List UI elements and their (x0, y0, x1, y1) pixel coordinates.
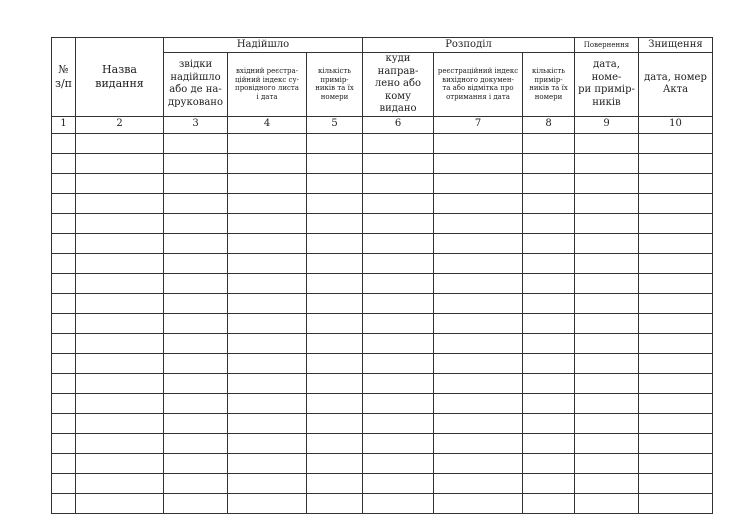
table-cell (639, 473, 713, 493)
table-cell (164, 193, 228, 213)
table-cell (523, 213, 575, 233)
table-cell (363, 413, 434, 433)
table-cell (52, 233, 76, 253)
table-cell (434, 433, 523, 453)
table-cell (434, 133, 523, 153)
table-cell (434, 233, 523, 253)
table-cell (575, 153, 639, 173)
table-cell (164, 313, 228, 333)
table-cell (434, 193, 523, 213)
table-cell (307, 233, 363, 253)
table-cell (307, 393, 363, 413)
header-destruction: Знищення (639, 38, 713, 53)
table-cell (639, 213, 713, 233)
table-cell (164, 453, 228, 473)
table-cell (307, 253, 363, 273)
table-cell (52, 193, 76, 213)
table-cell (639, 273, 713, 293)
table-cell (639, 453, 713, 473)
table-cell (523, 413, 575, 433)
table-cell (52, 493, 76, 513)
table-cell (575, 353, 639, 373)
column-number: 2 (76, 116, 164, 133)
column-number: 1 (52, 116, 76, 133)
table-cell (523, 313, 575, 333)
table-cell (434, 153, 523, 173)
table-cell (52, 453, 76, 473)
table-cell (164, 293, 228, 313)
table-cell (363, 193, 434, 213)
table-cell (434, 353, 523, 373)
table-cell (575, 493, 639, 513)
table-cell (307, 433, 363, 453)
column-number: 5 (307, 116, 363, 133)
header-return: Повернення (575, 38, 639, 53)
table-cell (523, 233, 575, 253)
table-cell (52, 433, 76, 453)
table-cell (363, 473, 434, 493)
table-cell (228, 493, 307, 513)
table-cell (575, 173, 639, 193)
table-cell (228, 133, 307, 153)
table-cell (434, 373, 523, 393)
table-cell (575, 393, 639, 413)
table-row (52, 413, 713, 433)
table-cell (76, 413, 164, 433)
table-cell (523, 433, 575, 453)
table-row (52, 373, 713, 393)
table-cell (639, 333, 713, 353)
table-row (52, 493, 713, 513)
table-cell (52, 393, 76, 413)
table-row (52, 133, 713, 153)
table-cell (164, 173, 228, 193)
table-cell (76, 153, 164, 173)
table-cell (76, 473, 164, 493)
table-cell (307, 193, 363, 213)
table-cell (363, 233, 434, 253)
table-cell (228, 293, 307, 313)
table-cell (307, 413, 363, 433)
table-cell (523, 193, 575, 213)
table-cell (52, 473, 76, 493)
table-cell (434, 293, 523, 313)
column-number: 7 (434, 116, 523, 133)
table-cell (164, 133, 228, 153)
column-number: 6 (363, 116, 434, 133)
table-cell (307, 473, 363, 493)
table-cell (76, 333, 164, 353)
table-cell (164, 333, 228, 353)
table-cell (164, 253, 228, 273)
table-cell (52, 333, 76, 353)
table-cell (307, 453, 363, 473)
table-cell (434, 333, 523, 353)
table-cell (363, 353, 434, 373)
subheader-outgoing-index: реєстраційний індекс вихідного докумен- та або відмітка про отримання і дата (434, 53, 523, 117)
subheader-copies-received: кількість примір- ників та їх номери (307, 53, 363, 117)
table-cell (52, 413, 76, 433)
table-cell (575, 413, 639, 433)
table-cell (434, 493, 523, 513)
column-number: 10 (639, 116, 713, 133)
table-cell (52, 273, 76, 293)
table-cell (434, 173, 523, 193)
table-cell (307, 153, 363, 173)
table-cell (307, 493, 363, 513)
table-cell (76, 133, 164, 153)
table-cell (164, 233, 228, 253)
table-cell (52, 353, 76, 373)
table-cell (363, 373, 434, 393)
table-row (52, 333, 713, 353)
table-cell (575, 473, 639, 493)
table-cell (363, 393, 434, 413)
table-cell (639, 173, 713, 193)
table-cell (434, 453, 523, 473)
table-cell (164, 353, 228, 373)
subheader-return-info: дата, номе- ри примір- ників (575, 53, 639, 117)
table-cell (523, 153, 575, 173)
table-cell (523, 133, 575, 153)
table-cell (434, 253, 523, 273)
table-cell (164, 273, 228, 293)
table-cell (228, 153, 307, 173)
table-cell (52, 253, 76, 273)
table-cell (434, 413, 523, 433)
table-cell (164, 413, 228, 433)
table-cell (76, 373, 164, 393)
table-cell (76, 493, 164, 513)
table-cell (76, 173, 164, 193)
table-cell (228, 193, 307, 213)
table-cell (228, 313, 307, 333)
table-cell (639, 313, 713, 333)
table-cell (307, 293, 363, 313)
table-cell (639, 373, 713, 393)
table-cell (639, 293, 713, 313)
table-cell (164, 393, 228, 413)
header-number: № з/п (52, 38, 76, 117)
table-cell (228, 213, 307, 233)
table-cell (228, 393, 307, 413)
table-cell (639, 253, 713, 273)
table-cell (639, 433, 713, 453)
table-cell (228, 433, 307, 453)
table-cell (575, 313, 639, 333)
table-cell (575, 213, 639, 233)
table-cell (76, 313, 164, 333)
table-row (52, 393, 713, 413)
table-cell (363, 333, 434, 353)
table-cell (76, 433, 164, 453)
table-cell (76, 253, 164, 273)
table-cell (307, 213, 363, 233)
table-cell (434, 473, 523, 493)
table-cell (228, 373, 307, 393)
table-row (52, 293, 713, 313)
table-cell (307, 313, 363, 333)
table-cell (76, 453, 164, 473)
table-cell (639, 133, 713, 153)
table-cell (164, 493, 228, 513)
table-cell (523, 453, 575, 473)
table-cell (164, 153, 228, 173)
column-number: 3 (164, 116, 228, 133)
table-cell (523, 473, 575, 493)
table-cell (639, 413, 713, 433)
table-cell (523, 293, 575, 313)
table-cell (363, 293, 434, 313)
table-cell (575, 433, 639, 453)
header-publication-name: Назва видання (76, 38, 164, 117)
header-received: Надійшло (164, 38, 363, 53)
table-cell (639, 193, 713, 213)
table-cell (363, 273, 434, 293)
table-row (52, 253, 713, 273)
table-cell (76, 273, 164, 293)
table-cell (575, 253, 639, 273)
table-cell (228, 273, 307, 293)
subheader-incoming-index: вхідний реєстра- ційний індекс су- провідного листа і дата (228, 53, 307, 117)
column-number: 4 (228, 116, 307, 133)
table-cell (575, 453, 639, 473)
table-cell (76, 353, 164, 373)
table-row (52, 473, 713, 493)
table-cell (363, 453, 434, 473)
table-cell (639, 493, 713, 513)
column-number: 8 (523, 116, 575, 133)
table-cell (228, 353, 307, 373)
table-cell (363, 153, 434, 173)
table-cell (523, 333, 575, 353)
table-cell (523, 273, 575, 293)
table-cell (307, 133, 363, 153)
table-cell (639, 393, 713, 413)
table-cell (76, 293, 164, 313)
table-cell (52, 173, 76, 193)
table-cell (363, 313, 434, 333)
table-cell (639, 353, 713, 373)
table-cell (434, 393, 523, 413)
table-row (52, 273, 713, 293)
table-cell (575, 333, 639, 353)
table-cell (363, 213, 434, 233)
table-row (52, 213, 713, 233)
table-cell (523, 253, 575, 273)
table-cell (52, 213, 76, 233)
table-cell (575, 373, 639, 393)
subheader-destruction-info: дата, номер Акта (639, 53, 713, 117)
subheader-sent-to: куди направ- лено або кому видано (363, 53, 434, 117)
table-cell (363, 133, 434, 153)
table-cell (434, 273, 523, 293)
table-row (52, 233, 713, 253)
header-distribution: Розподіл (363, 38, 575, 53)
table-cell (575, 193, 639, 213)
table-cell (363, 173, 434, 193)
table-cell (228, 473, 307, 493)
table-cell (76, 213, 164, 233)
table-cell (228, 413, 307, 433)
table-cell (639, 153, 713, 173)
table-cell (228, 453, 307, 473)
table-cell (523, 393, 575, 413)
table-cell (363, 253, 434, 273)
table-cell (164, 473, 228, 493)
table-cell (363, 433, 434, 453)
table-row (52, 153, 713, 173)
table-cell (164, 433, 228, 453)
table-cell (523, 373, 575, 393)
table-cell (307, 373, 363, 393)
table-cell (575, 293, 639, 313)
table-cell (52, 313, 76, 333)
table-cell (228, 233, 307, 253)
column-number: 9 (575, 116, 639, 133)
table-cell (575, 133, 639, 153)
table-cell (52, 293, 76, 313)
table-cell (76, 393, 164, 413)
table-cell (434, 213, 523, 233)
table-cell (363, 493, 434, 513)
table-cell (575, 233, 639, 253)
table-cell (307, 273, 363, 293)
table-cell (228, 253, 307, 273)
table-cell (523, 353, 575, 373)
table-cell (228, 333, 307, 353)
table-cell (52, 153, 76, 173)
table-cell (76, 193, 164, 213)
table-cell (307, 333, 363, 353)
table-cell (523, 173, 575, 193)
register-table (51, 37, 713, 514)
column-number-row (52, 116, 713, 133)
subheader-from-where: звідки надійшло або де на- друковано (164, 53, 228, 117)
table-cell (434, 313, 523, 333)
table-row (52, 313, 713, 333)
table-row (52, 353, 713, 373)
table-row (52, 453, 713, 473)
table-cell (523, 493, 575, 513)
table-cell (307, 353, 363, 373)
table-row (52, 193, 713, 213)
table-cell (76, 233, 164, 253)
table-cell (228, 173, 307, 193)
table-row (52, 173, 713, 193)
table-cell (307, 173, 363, 193)
table-cell (639, 233, 713, 253)
table-cell (52, 133, 76, 153)
table-cell (575, 273, 639, 293)
table-cell (164, 213, 228, 233)
subheader-copies-distributed: кількість примір- ників та їх номери (523, 53, 575, 117)
table-cell (164, 373, 228, 393)
table-cell (52, 373, 76, 393)
table-row (52, 433, 713, 453)
